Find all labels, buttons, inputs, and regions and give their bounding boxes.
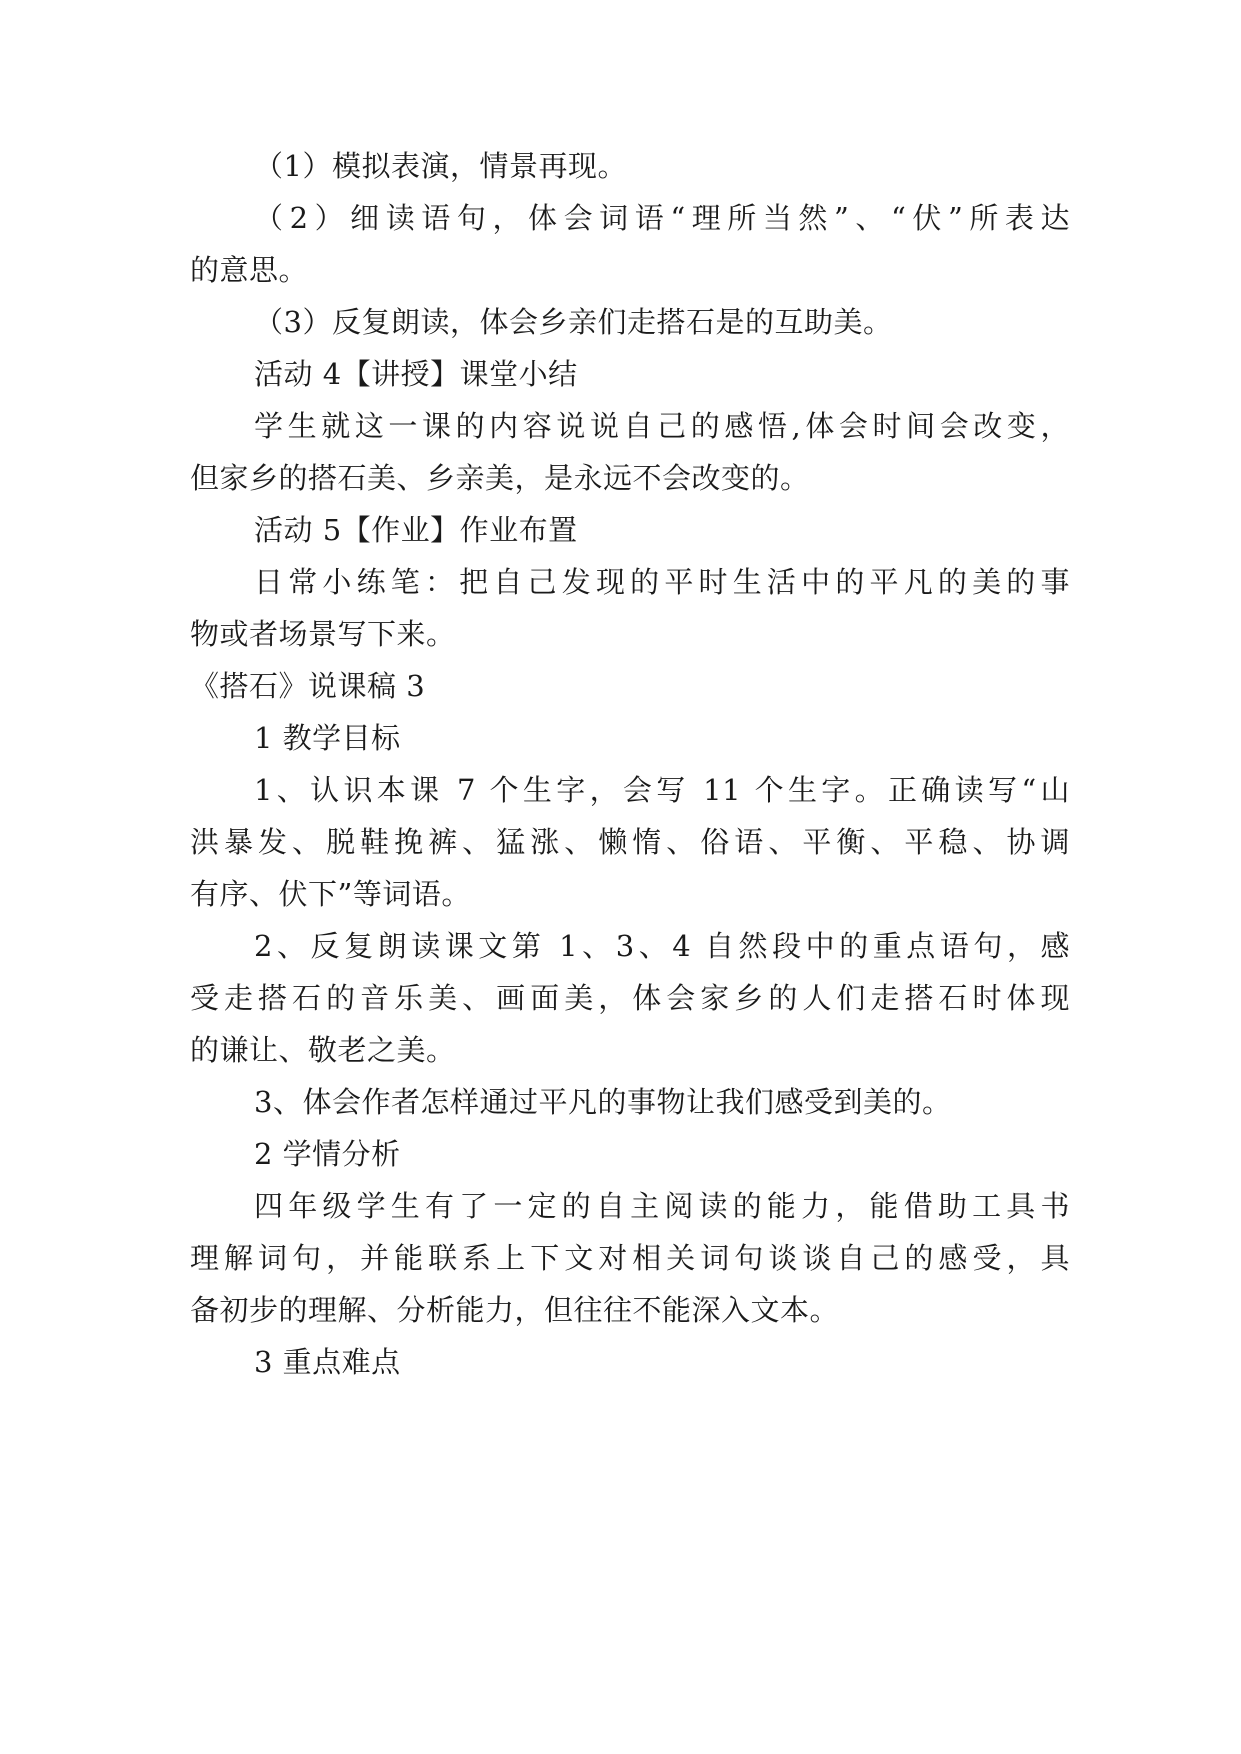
text-line: 物或者场景写下来。 (190, 617, 456, 651)
text-line: 理解词句，并能联系上下文对相关词句谈谈自己的感受，具 (190, 1241, 1070, 1275)
section-heading: 活动 4【讲授】课堂小结 (254, 357, 578, 391)
text-line: 1、认识本课 7 个生字，会写 11 个生字。正确读写“山 (254, 773, 1070, 807)
section-heading: 2 学情分析 (254, 1137, 401, 1171)
text-line: （3）反复朗读，体会乡亲们走搭石是的互助美。 (254, 305, 893, 339)
section-heading: 活动 5【作业】作业布置 (254, 513, 578, 547)
text-line: 学生就这一课的内容说说自己的感悟,体会时间会改变， (254, 409, 1070, 443)
text-line: 的谦让、敬老之美。 (190, 1033, 456, 1067)
text-line: 备初步的理解、分析能力，但往往不能深入文本。 (190, 1293, 840, 1327)
text-line: 日常小练笔：把自己发现的平时生活中的平凡的美的事 (254, 565, 1070, 599)
text-line: 有序、伏下”等词语。 (190, 877, 471, 911)
text-line: 受走搭石的音乐美、画面美，体会家乡的人们走搭石时体现 (190, 981, 1070, 1015)
text-line: 2、反复朗读课文第 1、3、4 自然段中的重点语句，感 (254, 929, 1070, 963)
text-line: 但家乡的搭石美、乡亲美，是永远不会改变的。 (190, 461, 810, 495)
document-title: 《搭石》说课稿 3 (190, 669, 426, 703)
section-heading: 3 重点难点 (254, 1345, 401, 1379)
text-line: 四年级学生有了一定的自主阅读的能力，能借助工具书 (254, 1189, 1070, 1223)
text-line: 洪暴发、脱鞋挽裤、猛涨、懒惰、俗语、平衡、平稳、协调 (190, 825, 1070, 859)
section-heading: 1 教学目标 (254, 721, 401, 755)
text-line: （1）模拟表演，情景再现。 (254, 149, 627, 183)
text-line: （2）细读语句，体会词语“理所当然”、“伏”所表达 (254, 201, 1070, 235)
text-line: 3、体会作者怎样通过平凡的事物让我们感受到美的。 (254, 1085, 952, 1119)
text-line: 的意思。 (190, 253, 309, 287)
